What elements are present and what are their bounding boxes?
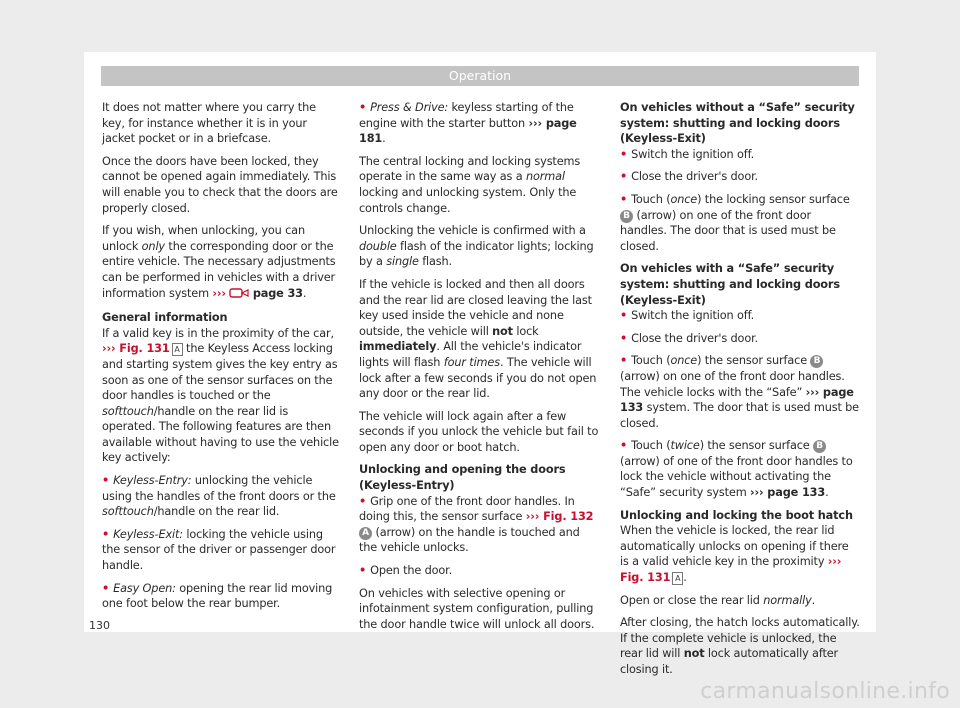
text: . (683, 571, 687, 585)
text: the corresponding door or the entire vehicle. The necessary adjustments can be performed in vehicles with a driver information system (102, 239, 336, 300)
text: flash. (418, 255, 452, 269)
bullet-icon: • (620, 147, 628, 161)
driver-info-system-icon (229, 287, 249, 304)
text: If you wish, when unlocking, you can unlock (102, 224, 305, 253)
watermark: carmanualsonline.info (700, 679, 950, 704)
emphasis: Keyless-Entry: (113, 474, 192, 488)
page-sheet (84, 52, 876, 676)
text: . The vehicle will lock after a few seconds if you do not open any door or the rear lid. (359, 355, 597, 401)
emphasis: once (670, 192, 698, 206)
section-header: Operation (101, 66, 859, 86)
text: /handle on the rear lid is operated. The following features are then available without having to use the vehicle key actively: (102, 404, 339, 465)
text: ) the sensor surface (697, 354, 811, 368)
emphasis: Press & Drive: (370, 101, 449, 114)
emphasis: single (386, 255, 419, 269)
figure-label-box: A (672, 572, 683, 585)
callout-badge: B (813, 440, 826, 453)
subheading: General information (102, 311, 228, 325)
list-item (359, 494, 599, 556)
text: The central locking and locking systems operate in the same way as a (359, 154, 581, 184)
text: . (825, 486, 829, 500)
text: If the vehicle is locked and then all doors and the rear lid are closed leaving the last key used inside the vehicle and none outside, the vehicle will (359, 277, 592, 338)
list-item (620, 192, 860, 254)
text: system. The door that is used must be closed. (620, 401, 859, 430)
text: . (302, 286, 307, 300)
text: ) the sensor surface (699, 439, 814, 453)
list-item (102, 527, 342, 574)
text: opening the rear lid moving one foot below the rear bumper. (102, 581, 333, 611)
text: (arrow) on one of the front door handles. The door that is used must be closed. (620, 208, 836, 253)
text: flash of the indicator lights; locking by a (359, 239, 594, 269)
paragraph (359, 154, 599, 216)
text: . (811, 593, 816, 607)
bullet-icon: • (359, 564, 367, 578)
text: Unlocking the vehicle is confirmed with a (359, 224, 586, 238)
paragraph (620, 593, 860, 609)
paragraph (359, 223, 599, 270)
text: Open the door. (370, 564, 453, 578)
list-item (102, 581, 342, 612)
link-arrows[interactable]: ››› (212, 286, 226, 300)
text: . (382, 132, 386, 146)
text: . All the vehicle's indicator lights will flash (359, 340, 582, 369)
emphasis: only (141, 239, 165, 253)
figure-link[interactable]: ››› Fig. 131 (102, 342, 170, 356)
bullet-icon: • (102, 581, 110, 595)
text: Open or close the rear lid (620, 593, 764, 607)
text: After closing, the hatch locks automatically. If the complete vehicle is unlocked, the rear lid will (620, 616, 860, 661)
subheading: Unlocking and opening the doors (Keyless-Entry) (359, 463, 566, 493)
column-1 (102, 100, 342, 619)
text: Touch ( (631, 354, 671, 368)
list-item (620, 331, 860, 347)
bullet-icon: • (359, 101, 367, 114)
text: (arrow) of one of the front door handles to lock the vehicle without activating the “Safe” security system (620, 454, 853, 500)
text: Switch the ignition off. (631, 309, 755, 323)
paragraph: The vehicle will lock again after a few seconds if you unlock the vehicle but fail to open any door or boot hatch. (359, 409, 599, 454)
bullet-icon: • (102, 527, 110, 541)
callout-badge: B (810, 355, 823, 368)
text: If a valid key is in the proximity of the car, (102, 326, 334, 340)
paragraph (620, 523, 860, 585)
paragraph (359, 277, 599, 402)
bullet-icon: • (620, 192, 628, 206)
paragraph: It does not matter where you carry the key, for instance whether it is in your jacket pocket or in a briefcase. (102, 101, 316, 146)
callout-badge: A (359, 527, 372, 540)
text: Close the driver's door. (631, 331, 758, 345)
callout-badge: B (620, 210, 633, 223)
page-link[interactable]: ››› page 181 (359, 116, 577, 146)
text: Touch ( (631, 439, 671, 453)
text: the Keyless Access locking and starting system gives the key entry as soon as one of the sensor surfaces on the door handles is touched or the (102, 342, 338, 403)
list-item (620, 147, 860, 163)
text: Touch ( (631, 192, 671, 206)
emphasis: softtouch (102, 404, 154, 418)
emphasis: normal (525, 170, 565, 184)
list-item (102, 473, 342, 520)
text: Grip one of the front door handles. In doing this, the sensor surface (359, 494, 575, 524)
bullet-icon: • (620, 331, 628, 345)
page-link[interactable]: ››› page 133 (620, 385, 854, 415)
bold-text: immediately (359, 340, 437, 354)
paragraph (102, 326, 342, 466)
list-item (620, 308, 860, 324)
text: (arrow) on one of the front door handles. The vehicle locks with the “Safe” (620, 369, 845, 399)
emphasis: Keyless-Exit: (113, 527, 183, 541)
bullet-icon: • (620, 309, 628, 323)
subheading: Unlocking and locking the boot hatch (620, 508, 853, 522)
text: keyless starting of the engine with the starter button (359, 101, 574, 130)
paragraph (102, 223, 342, 303)
text: lock automatically after closing it. (620, 647, 839, 676)
list-item (620, 353, 860, 431)
emphasis: softtouch (102, 505, 154, 519)
text: Switch the ignition off. (631, 147, 755, 161)
text: unlocking the vehicle using the handles of the front doors or the (102, 474, 336, 503)
text: /handle on the rear lid. (153, 505, 280, 519)
bold-text: not (492, 324, 513, 338)
list-item (620, 438, 860, 500)
subheading: On vehicles without a “Safe” security system: shutting and locking doors (Keyless-Exit) (620, 101, 855, 146)
paragraph: On vehicles with selective opening or infotainment system configuration, pulling the door handle twice will unlock all doors. (359, 586, 595, 631)
page-link[interactable]: page 33 (252, 286, 303, 300)
bullet-icon: • (359, 494, 367, 508)
text: When the vehicle is locked, the rear lid automatically unlocks on opening if there is a valid vehicle key in the proximity (620, 524, 849, 569)
text: ) the locking sensor surface (697, 192, 850, 206)
list-item (359, 100, 599, 147)
subheading: On vehicles with a “Safe” security system: shutting and locking doors (Keyless-Exit) (620, 262, 840, 307)
column-2 (359, 100, 599, 639)
list-item (359, 563, 599, 579)
paragraph: Once the doors have been locked, they cannot be opened again immediately. This will enable you to check that the doors are properly closed. (102, 154, 338, 215)
column-3 (620, 100, 860, 685)
emphasis: Easy Open: (113, 581, 176, 595)
paragraph (620, 615, 860, 677)
emphasis: once (670, 354, 698, 368)
bullet-icon: • (102, 474, 110, 488)
figure-link[interactable]: ››› Fig. 131 (620, 555, 842, 585)
figure-label-box: A (172, 343, 183, 356)
bullet-icon: • (620, 170, 628, 184)
emphasis: four times (443, 355, 500, 369)
emphasis: twice (670, 439, 700, 453)
bullet-icon: • (620, 439, 628, 453)
text: locking and unlocking system. Only the controls change. (359, 185, 577, 215)
text: Close the driver's door. (631, 170, 758, 184)
text: locking the vehicle using the sensor of the driver or passenger door handle. (102, 527, 336, 573)
emphasis: double (359, 239, 397, 253)
page-number: 130 (89, 619, 110, 632)
emphasis: normally (763, 593, 812, 607)
list-item (620, 169, 860, 185)
page-link[interactable]: ››› page 133 (750, 486, 826, 500)
bold-text: not (683, 647, 705, 661)
text: (arrow) on the handle is touched and the vehicle unlocks. (359, 525, 580, 555)
figure-link[interactable]: ››› Fig. 132 (525, 510, 594, 524)
bullet-icon: • (620, 354, 628, 368)
text: lock (512, 324, 539, 338)
